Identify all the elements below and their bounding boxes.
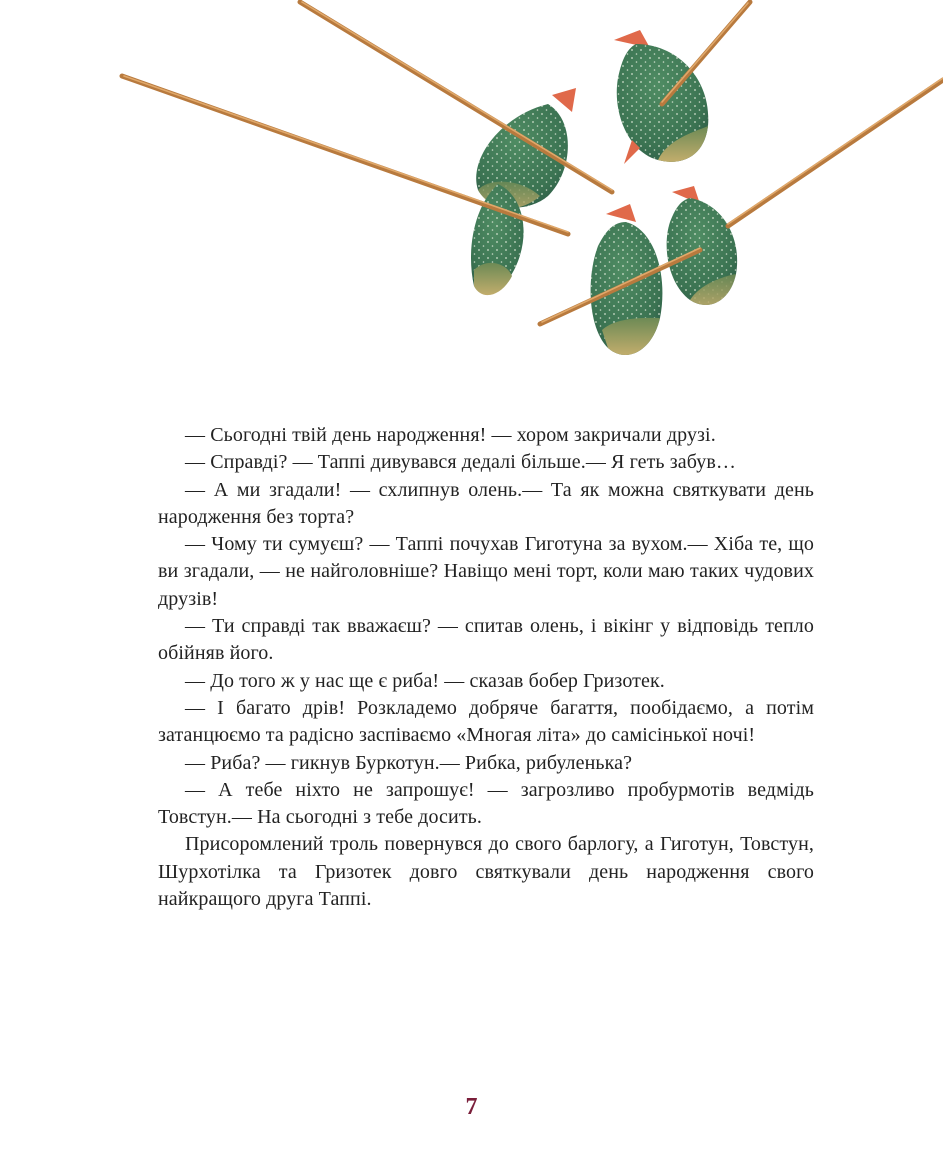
- paragraph: — Справді? — Таппі дивувався дедалі більше.— Я геть забув…: [185, 451, 736, 474]
- paragraph: — А ми згадали! — схлипнув олень.— Та як можна святкувати день народження без торта?: [158, 478, 814, 528]
- fish-1: [476, 88, 576, 208]
- story-text: [158, 422, 814, 913]
- fish-on-sticks-illustration: [0, 0, 943, 380]
- paragraph: Присоромлений троль повернувся до свого барлогу, а Гиготун, Товстун, Шурхотілка та Гризотек довго святкували день народження свого найкращого друга Таппі.: [158, 833, 814, 911]
- paragraph: — А тебе ніхто не запрошує! — загрозливо пробурмотів ведмідь Товстун.— На сьогодні з тебе досить.: [158, 778, 814, 829]
- page-number: 7: [465, 1094, 478, 1120]
- paragraph: — Риба? — гикнув Буркотун.— Рибка, рибуленька?: [185, 751, 633, 774]
- fish-5: [667, 186, 738, 305]
- paragraph: — Ти справді так вважаєш? — спитав олень, і вікінг у відповідь тепло обійняв його.: [158, 615, 814, 665]
- paragraph: — Сьогодні твій день народження! — хором закричали друзі.: [185, 424, 716, 446]
- paragraph: — І багато дрів! Розкладемо добряче багаття, пообідаємо, а потім затанцюємо та радісно заспіваємо «Многая літа» до самісінької ночі!: [158, 696, 814, 747]
- fish-4: [591, 204, 663, 355]
- paragraph: — До того ж у нас ще є риба! — сказав бобер Гризотек.: [185, 669, 665, 692]
- paragraph: — Чому ти сумуєш? — Таппі почухав Гиготуна за вухом.— Хіба те, що ви згадали, — не найголовніше? Навіщо мені торт, коли маю таких чудових друзів!: [158, 533, 814, 610]
- fish-3: [614, 30, 708, 164]
